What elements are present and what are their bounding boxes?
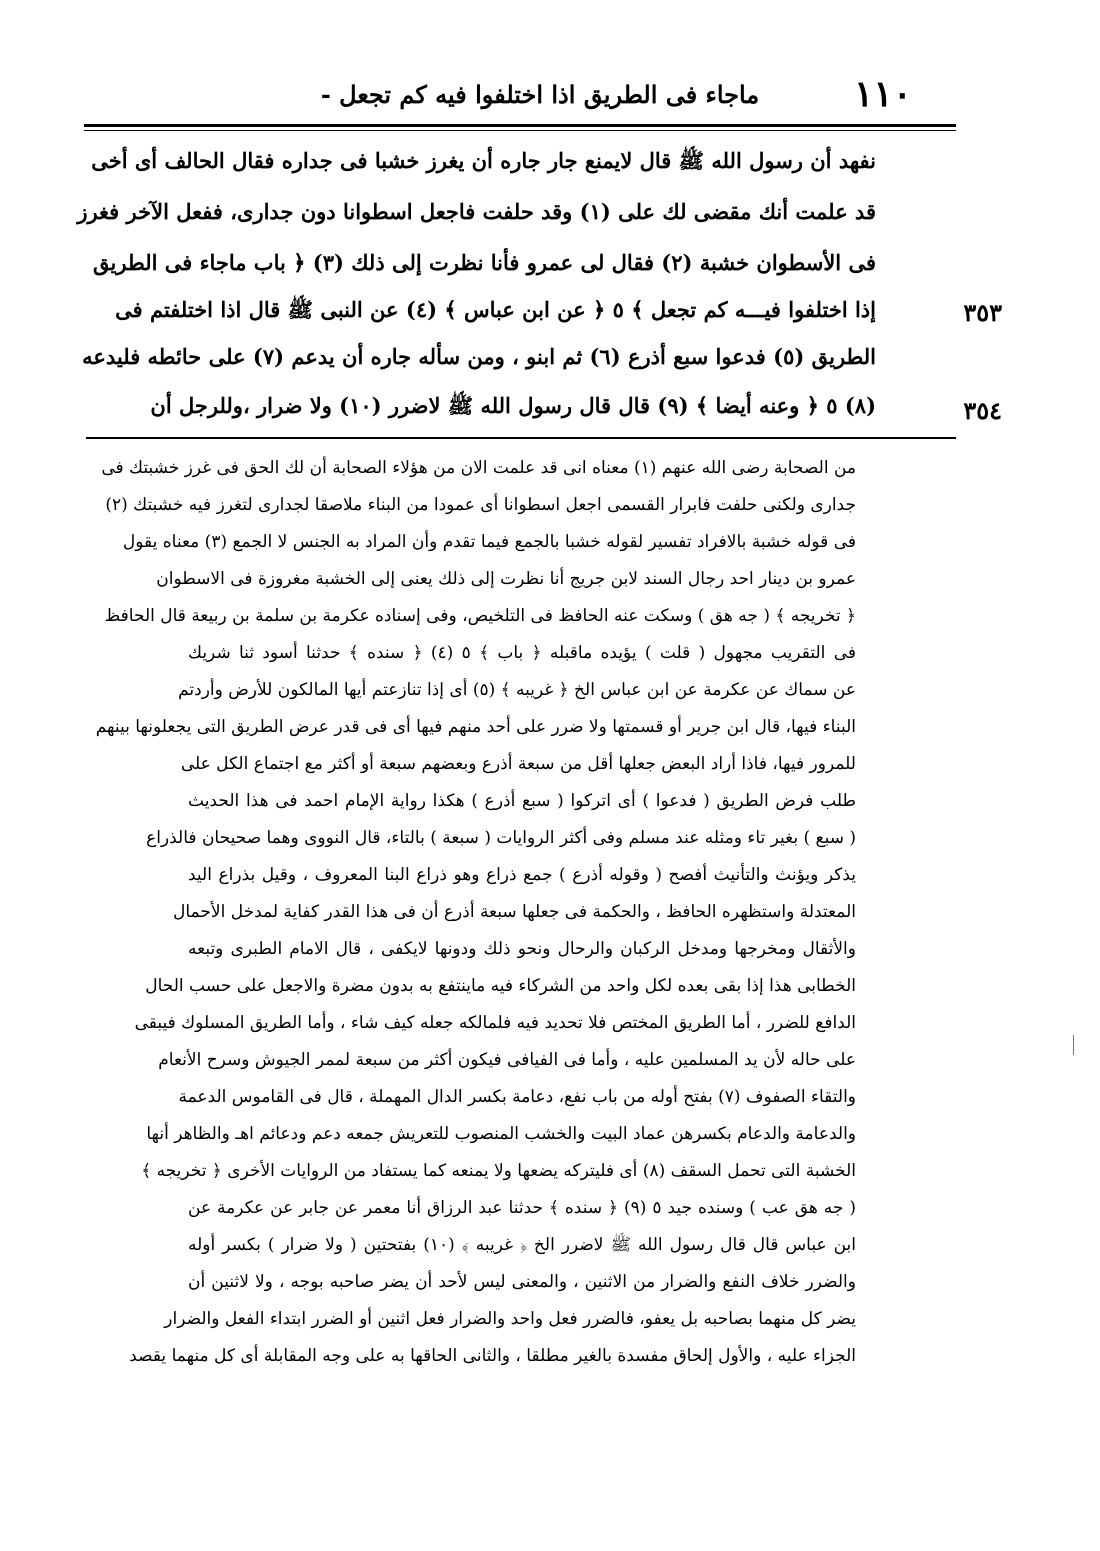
running-header-title: ماجاء فى الطريق اذا اختلفوا فيه كم تجعل - (320, 80, 760, 109)
footnote-line: ( جه هق عب ) وسنده جيد ٥ (٩) ﴿ سنده ﴾ حدثنا عبد الرزاق أنا معمر عن جابر عن عكرمة عن (188, 1198, 856, 1218)
header-rule (84, 124, 956, 127)
footnote-line: والأثقال ومخرجها ومدخل الركبان والرحال ونحو ذلك ودونها لايكفى ، قال الامام الطبرى وتبعه (188, 939, 856, 959)
footnote-line: المعتدلة واستظهره الحافظ ، والحكمة فى جعلها سبعة أذرع أن فى هذا القدر كفاية لمدخل الأحمال (173, 902, 856, 922)
main-text-line: (٨) ٥ ﴿ وعنه أيضا ﴾ (٩) قال قال رسول الله ﷺ لاضرر (١٠) ولا ضرار ،وللرجل أن (150, 393, 876, 418)
footnote-line: ( سبع ) بغير تاء ومثله عند مسلم وفى أكثر الروايات ( سبعة ) بالتاء، قال النووى وهما صحيحان فالذراع (146, 828, 856, 848)
scan-margin-mark (1073, 1035, 1074, 1055)
main-text-line: قد علمت أنك مقضى لك على (١) وقد حلفت فاجعل اسطوانا دون جدارى، ففعل الآخر فغرز (77, 199, 876, 224)
main-text-line: فى الأسطوان خشبة (٢) فقال لى عمرو فأنا نظرت إلى ذلك (٣) ﴿ باب ماجاء فى الطريق (93, 250, 876, 275)
footnote-line: طلب فرض الطريق ( فدعوا ) أى اتركوا ( سبع أذرع ) هكذا رواية الإمام احمد فى هذا الحديث (188, 791, 856, 811)
main-text-line: إذا اختلفوا فيـــه كم تجعل ﴾ ٥ ﴿ عن ابن عباس ﴾ (٤) عن النبى ﷺ قال اذا اختلفتم فى (115, 297, 876, 322)
footnote-separator (86, 437, 956, 439)
footnote-line: فى التقريب مجهول ( قلت ) يؤيده ماقبله ﴿ باب ﴾ ٥ (٤) ﴿ سنده ﴾ حدثنا أسود ثنا شريك (188, 643, 856, 663)
footnote-line: والدعامة والدعام بكسرهن عماد البيت والخشب المنصوب للتعريش جمعه دعم ودعائم اهـ والظاهر أنها (146, 1124, 856, 1144)
footnote-line: الخشبة التى تحمل السقف (٨) أى فليتركه يضعها ولا يمنعه كما يستفاد من الروايات الأخرى ﴿ تخريجه ﴾ (141, 1161, 856, 1181)
footnote-line: يضر كل منهما بصاحبه بل يعفو، فالضرر فعل واحد والضرار فعل اثنين أو الضرر ابتداء الفعل والضرار (164, 1309, 856, 1329)
footnote-line: الجزاء عليه ، والأول إلحاق مفسدة بالغير مطلقا ، والثانى الحاقها به على وجه المقابلة أى كل منهما يقصد (129, 1346, 856, 1366)
hadith-number: ٣٥٤ (963, 396, 1002, 425)
footnote-line: جدارى ولكنى حلفت فابرار القسمى اجعل اسطوانا أى عمودا من البناء ملاصقا لجدارى لتغرز فيه خشبتك (٢) (105, 495, 856, 515)
main-text-line: نفهد أن رسول الله ﷺ قال لايمنع جار جاره أن يغرز خشبا فى جداره فقال الحالف أى أخى (91, 148, 876, 173)
footnote-line: فى قوله خشبة بالافراد تفسير لقوله خشبا بالجمع فيما تقدم وأن المراد به الجنس لا الجمع (٣) معناه يقول (122, 532, 856, 552)
footnote-line: البناء فيها، قال ابن جرير أو قسمتها ولا ضرر على أحد منهم فيها أى فى قدر عرض الطريق التى يجعلونها بينهم (95, 717, 856, 737)
footnote-line: والتقاء الصفوف (٧) بفتح أوله من باب نفع، دعامة بكسر الدال المهملة ، قال فى القاموس الدعمة (178, 1087, 856, 1107)
footnote-line: ﴿ تخريجه ﴾ ( جه هق ) وسكت عنه الحافظ فى التلخيص، وفى إسناده عكرمة بن سلمة بن ربيعة قال الحافظ (104, 606, 856, 626)
footnote-line: الدافع للضرر ، أما الطريق المختص فلا تحديد فيه فلمالكه جعله كيف شاء ، وأما الطريق المسلوك فيبقى (134, 1013, 856, 1033)
main-text-line: الطريق (٥) فدعوا سبع أذرع (٦) ثم ابنو ، ومن سأله جاره أن يدعم (٧) على حائطه فليدعه (82, 344, 876, 369)
footnote-line: والضرر خلاف النفع والضرار من الاثنين ، والمعنى ليس لأحد أن يضر صاحبه بوجه ، ولا لاثنين أن (188, 1272, 856, 1292)
footnote-line: من الصحابة رضى الله عنهم (١) معناه انى قد علمت الان من هؤلاء الصحابة أن لك الحق فى غرز خشبتك فى (101, 458, 856, 478)
footnote-line: ابن عباس قال قال رسول الله ﷺ لاضرر الخ ﴿ غريبه ﴾ (١٠) بفتحتين ( ولا ضرار ) بكسر أوله (188, 1235, 857, 1255)
footnote-line: عن سماك عن عكرمة عن ابن عباس الخ ﴿ غريبه ﴾ (٥) أى إذا تنازعتم أيها المالكون للأرض وأردتم (178, 680, 856, 700)
footnote-line: للمرور فيها، فاذا أراد البعض جعلها أقل من سبعة أذرع وبعضهم سبعة أو أكثر مع اجتماع الكل على (180, 754, 856, 774)
header-rule-thin (84, 130, 956, 131)
footnote-line: على حاله لأن يد المسلمين عليه ، وأما فى الفيافى فيكون أكثر من سبعة لممر الجيوش وسرح الأنعام (158, 1050, 856, 1070)
footnote-line: عمرو بن دينار احد رجال السند لابن جريج أنا نظرت إلى ذلك يعنى إلى الخشبة مغروزة فى الاسطوان (156, 569, 856, 589)
footnote-line: الخطابى هذا إذا بقى بعده لكل واحد من الشركاء فيه ماينتفع به بدون مضرة والاجعل على حسب الحال (145, 976, 856, 996)
page-number: ١١٠ (853, 73, 912, 115)
footnote-line: يذكر ويؤنث والتأنيث أفصح ( وقوله أذرع ) جمع ذراع وهو ذراع البنا المعروف ، وقيل بذراع اليد (188, 865, 856, 885)
hadith-number: ٣٥٣ (963, 298, 1002, 327)
